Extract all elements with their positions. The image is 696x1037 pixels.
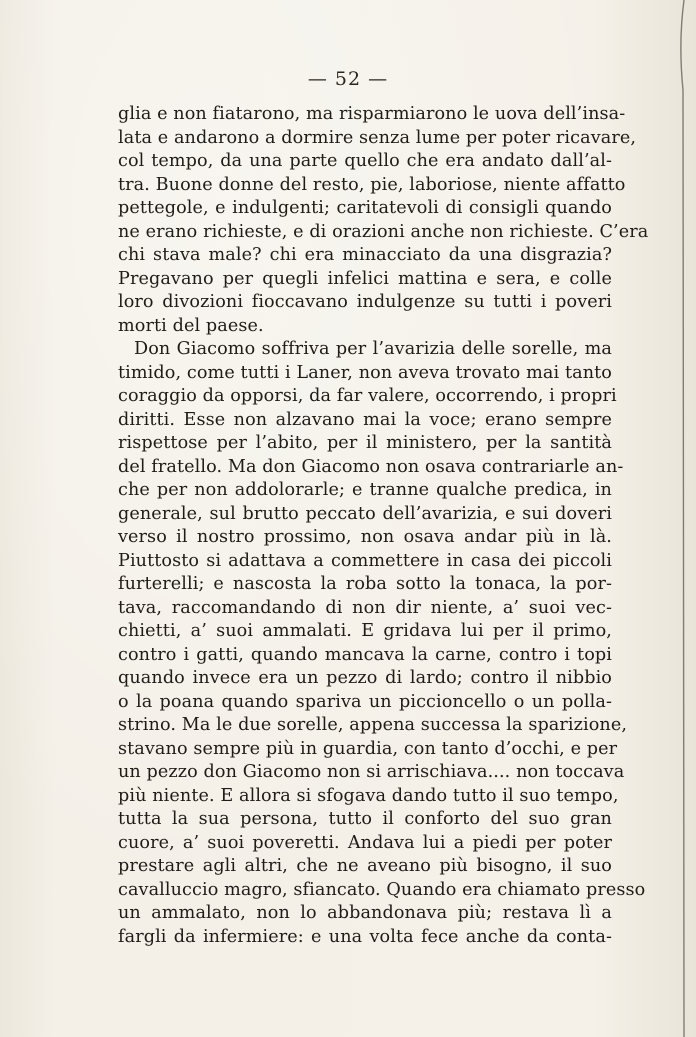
text-line: furterelli; e nascosta la roba sotto la tonaca, la por- — [118, 574, 612, 594]
text-line: fargli da infermiere: e una volta fece anche da conta- — [118, 926, 612, 947]
paragraph-1 — [118, 103, 649, 338]
text-line: chi stava male? chi era minacciato da una disgrazia? — [118, 245, 612, 265]
text-line: stavano sempre più in guardia, con tanto d’occhi, e per — [118, 738, 618, 759]
text-line: lata e andarono a dormire senza lume per poter ricavare, — [118, 127, 637, 148]
text-line: verso il nostro prossimo, non osava andar più in là. — [118, 527, 612, 547]
text-line: cavalluccio magro, sfiancato. Quando era chiamato presso — [118, 879, 646, 900]
text-line: generale, sul brutto peccato dell’avarizia, e sui doveri — [118, 503, 612, 524]
text-line: che per non addolorarle; e tranne qualche predica, in — [118, 480, 612, 500]
text-line: o la poana quando spariva un piccioncello o un polla- — [118, 691, 612, 712]
text-line: rispettose per l’abito, per il ministero, per la santità — [118, 433, 612, 453]
text-line: Piuttosto si adattava a commettere in casa dei piccoli — [118, 550, 612, 571]
text-line: tava, raccomandando di non dir niente, a’ suoi vec- — [118, 597, 612, 618]
text-line: col tempo, da una parte quello che era andato dall’al- — [118, 151, 612, 171]
text-line: morti del paese. — [118, 315, 264, 336]
text-line: timido, come tutti i Laner, non aveva trovato mai tanto — [118, 362, 612, 383]
paragraph-2 — [118, 338, 646, 949]
text-line: loro divozioni fioccavano indulgenze su tutti i poveri — [118, 292, 612, 312]
text-line: pettegole, e indulgenti; caritatevoli di consigli quando — [118, 198, 612, 218]
text-line: ne erano richieste, e di orazioni anche non richieste. C’era — [118, 221, 649, 242]
text-line: glia e non fiatarono, ma risparmiarono le uova dell’insa- — [118, 104, 626, 124]
body-text — [118, 103, 649, 949]
text-line: cuore, a’ suoi poveretti. Andava lui a piedi per poter — [118, 832, 612, 853]
text-line: tutta la sua persona, tutto il conforto del suo gran — [118, 809, 612, 829]
text-line: più niente. E allora si sfogava dando tutto il suo tempo, — [118, 785, 619, 806]
page-edge-shadow — [678, 0, 688, 1037]
page-number: — 52 — — [307, 68, 389, 90]
text-line: un ammalato, non lo abbandonava più; restava lì a — [118, 903, 612, 923]
text-line: strino. Ma le due sorelle, appena successa la sparizione, — [118, 715, 628, 735]
text-line: un pezzo don Giacomo non si arrischiava.... non toccava — [118, 762, 625, 782]
text-line: prestare agli altri, che ne aveano più bisogno, il suo — [118, 856, 612, 876]
text-line: Pregavano per quegli infelici mattina e sera, e colle — [118, 268, 612, 289]
text-line: diritti. Esse non alzavano mai la voce; erano sempre — [118, 409, 612, 430]
text-line: chietti, a’ suoi ammalati. E gridava lui per il primo, — [118, 621, 612, 641]
text-line: Don Giacomo soffriva per l’avarizia delle sorelle, ma — [134, 339, 612, 359]
text-line: quando invece era un pezzo di lardo; contro il nibbio — [118, 668, 612, 688]
text-line: tra. Buone donne del resto, pie, laboriose, niente affatto — [118, 174, 626, 195]
text-line: coraggio da opporsi, da far valere, occorrendo, i propri — [118, 386, 617, 406]
text-line: contro i gatti, quando mancava la carne, contro i topi — [118, 644, 612, 665]
text-line: del fratello. Ma don Giacomo non osava contrariarle an- — [118, 456, 624, 477]
